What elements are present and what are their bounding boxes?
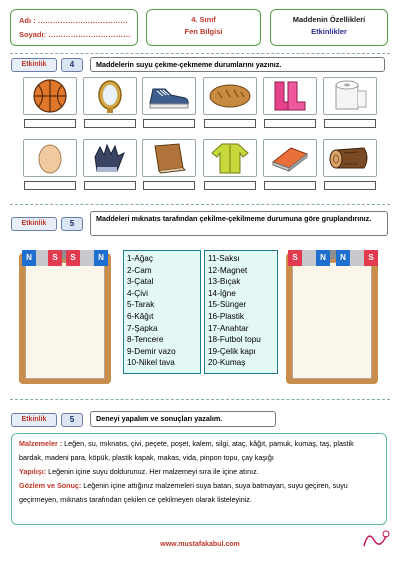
activity-5-badge — [11, 217, 83, 231]
materials-label: Malzemeler : — [19, 439, 63, 448]
left-clipboard — [19, 253, 111, 384]
list-item: 16-Plastik — [208, 311, 244, 321]
topic-subtitle: Etkinlikler — [311, 27, 347, 36]
observation-label: Gözlem ve Sonuç: — [19, 481, 82, 490]
name-field[interactable]: Adı : ……………………………… — [19, 16, 128, 25]
answer-box[interactable] — [264, 119, 316, 128]
answer-box[interactable] — [24, 181, 76, 190]
list-item: 19-Çelik kapı — [208, 346, 256, 356]
wood-log-card — [323, 139, 377, 177]
list-item: 3-Çatal — [127, 277, 154, 287]
egg-card — [23, 139, 77, 177]
magnet-icon — [22, 250, 62, 266]
activity-5b-badge — [11, 413, 83, 427]
answer-box[interactable] — [143, 119, 195, 128]
sneaker-card — [142, 77, 196, 115]
list-item: 18-Futbol topu — [208, 335, 261, 345]
left-clipboard-paper[interactable] — [25, 262, 105, 379]
magnet-body — [36, 250, 48, 266]
grade-subject-box — [146, 9, 261, 46]
right-clipboard — [286, 253, 378, 384]
magnet-pole-n: N — [316, 250, 330, 266]
answer-box[interactable] — [204, 181, 256, 190]
list-item: 12-Magnet — [208, 265, 248, 275]
magnet-body — [302, 250, 316, 266]
list-item: 11-Saksı — [208, 254, 240, 263]
list-item: 9-Demir vazo — [127, 346, 176, 356]
answer-box[interactable] — [324, 119, 376, 128]
list-item: 17-Anahtar — [208, 323, 249, 333]
activity-4-badge — [11, 58, 83, 72]
footer-url[interactable]: www.mustafakabul.com — [160, 541, 240, 548]
answer-box[interactable] — [24, 119, 76, 128]
activity-5-instruction: Maddeleri mıknatıs tarafından çekilme-çekilmeme durumuna göre gruplandırınız. — [90, 211, 388, 236]
wood-log-icon — [328, 144, 372, 172]
mirror-icon — [95, 78, 125, 114]
surname-field[interactable]: Soyadı: …………………………… — [19, 30, 131, 39]
section-divider — [10, 53, 390, 55]
bread-card — [203, 77, 257, 115]
topic-title: Maddenin Özellikleri — [292, 15, 366, 24]
list-item: 1-Ağaç — [127, 254, 153, 263]
answer-box[interactable] — [143, 181, 195, 190]
procedure-paragraph — [19, 465, 379, 479]
magnet-pole-s: S — [48, 250, 62, 266]
sneaker-icon — [147, 81, 191, 111]
activity-5b-instruction: Deneyi yapalım ve sonuçları yazalım. — [90, 411, 276, 427]
right-clipboard-paper[interactable] — [292, 262, 372, 379]
section-divider — [10, 204, 390, 206]
magnet-pole-n: N — [336, 250, 350, 266]
eraser-icon — [269, 144, 311, 172]
grade-label: 4. Sınıf — [191, 15, 216, 24]
book-card — [142, 139, 196, 177]
raincoat-card — [203, 139, 257, 177]
toilet-paper-icon — [330, 79, 370, 113]
answer-box[interactable] — [84, 181, 136, 190]
list-item: 4-Çivi — [127, 288, 148, 298]
observation-text: Leğenin içine attığınız malzemeleri suya batan, suya batmayan, suyu geçiren, suyu geçirmeyen, mıknatıs tarafından çekilen ce çekilmeyen olarak listeleyiniz. — [19, 481, 348, 504]
magnet-body — [350, 250, 364, 266]
item-list-right — [204, 250, 278, 374]
list-item: 5-Tarak — [127, 300, 155, 310]
list-item: 10-Nikel tava — [127, 358, 175, 368]
list-item: 13-Bıçak — [208, 277, 241, 287]
subject-label: Fen Bilgisi — [184, 27, 223, 36]
item-list-left — [123, 250, 201, 374]
student-info-box — [10, 9, 138, 46]
raincoat-icon — [210, 141, 250, 175]
glove-card — [83, 139, 137, 177]
glove-icon — [91, 141, 129, 175]
magnet-icon — [336, 250, 380, 266]
list-item: 14-İğne — [208, 288, 236, 298]
list-item: 7-Şapka — [127, 323, 158, 333]
procedure-text: Leğenin içine suyu doldurunuz. Her malzemeyi sıra ile içine atınız. — [46, 467, 259, 476]
list-item: 20-Kumaş — [208, 358, 246, 368]
observation-paragraph — [19, 479, 379, 507]
egg-icon — [35, 141, 65, 175]
toilet-paper-card — [323, 77, 377, 115]
activity-number: 5 — [61, 217, 83, 231]
answer-box[interactable] — [204, 119, 256, 128]
answer-box[interactable] — [84, 119, 136, 128]
magnet-body — [80, 250, 94, 266]
signature-logo-icon — [360, 526, 392, 554]
magnet-pole-n: N — [94, 250, 108, 266]
activity-4-instruction: Maddelerin suyu çekme-çekmeme durumlarını yazınız. — [90, 57, 385, 72]
rain-boots-icon — [270, 79, 310, 113]
activity-tag: Etkinlik — [11, 413, 57, 427]
magnet-pole-s: S — [364, 250, 378, 266]
list-item: 2-Cam — [127, 265, 152, 275]
magnet-icon — [66, 250, 110, 266]
materials-paragraph — [19, 437, 379, 465]
book-icon — [149, 142, 189, 174]
topic-box — [270, 9, 388, 46]
answer-box[interactable] — [324, 181, 376, 190]
magnet-icon — [288, 250, 332, 266]
section-divider — [10, 399, 390, 401]
list-item: 6-Kâğıt — [127, 311, 154, 321]
activity-number: 5 — [61, 413, 83, 427]
activity-number: 4 — [61, 58, 83, 72]
basketball-card — [23, 77, 77, 115]
list-item: 15-Sünger — [208, 300, 247, 310]
answer-box[interactable] — [264, 181, 316, 190]
magnet-pole-s: S — [66, 250, 80, 266]
eraser-card — [263, 139, 317, 177]
basketball-icon — [32, 78, 68, 114]
magnet-pole-n: N — [22, 250, 36, 266]
materials-text: Leğen, su, mıknatıs, çivi, peçete, poşet, kalem, silgi, ataç, kâğıt, pamuk, kumaş, taş, plastik bardak, madeni para, köpük, plastik kapak, makas, vida, pinpon topu, çay kaşığı — [19, 439, 354, 462]
list-item: 8-Tencere — [127, 335, 164, 345]
experiment-box — [11, 433, 387, 525]
rain-boots-card — [263, 77, 317, 115]
magnet-pole-s: S — [288, 250, 302, 266]
activity-tag: Etkinlik — [11, 58, 57, 72]
activity-tag: Etkinlik — [11, 217, 57, 231]
mirror-card — [83, 77, 137, 115]
bread-icon — [208, 82, 252, 110]
procedure-label: Yapılışı: — [19, 467, 47, 476]
